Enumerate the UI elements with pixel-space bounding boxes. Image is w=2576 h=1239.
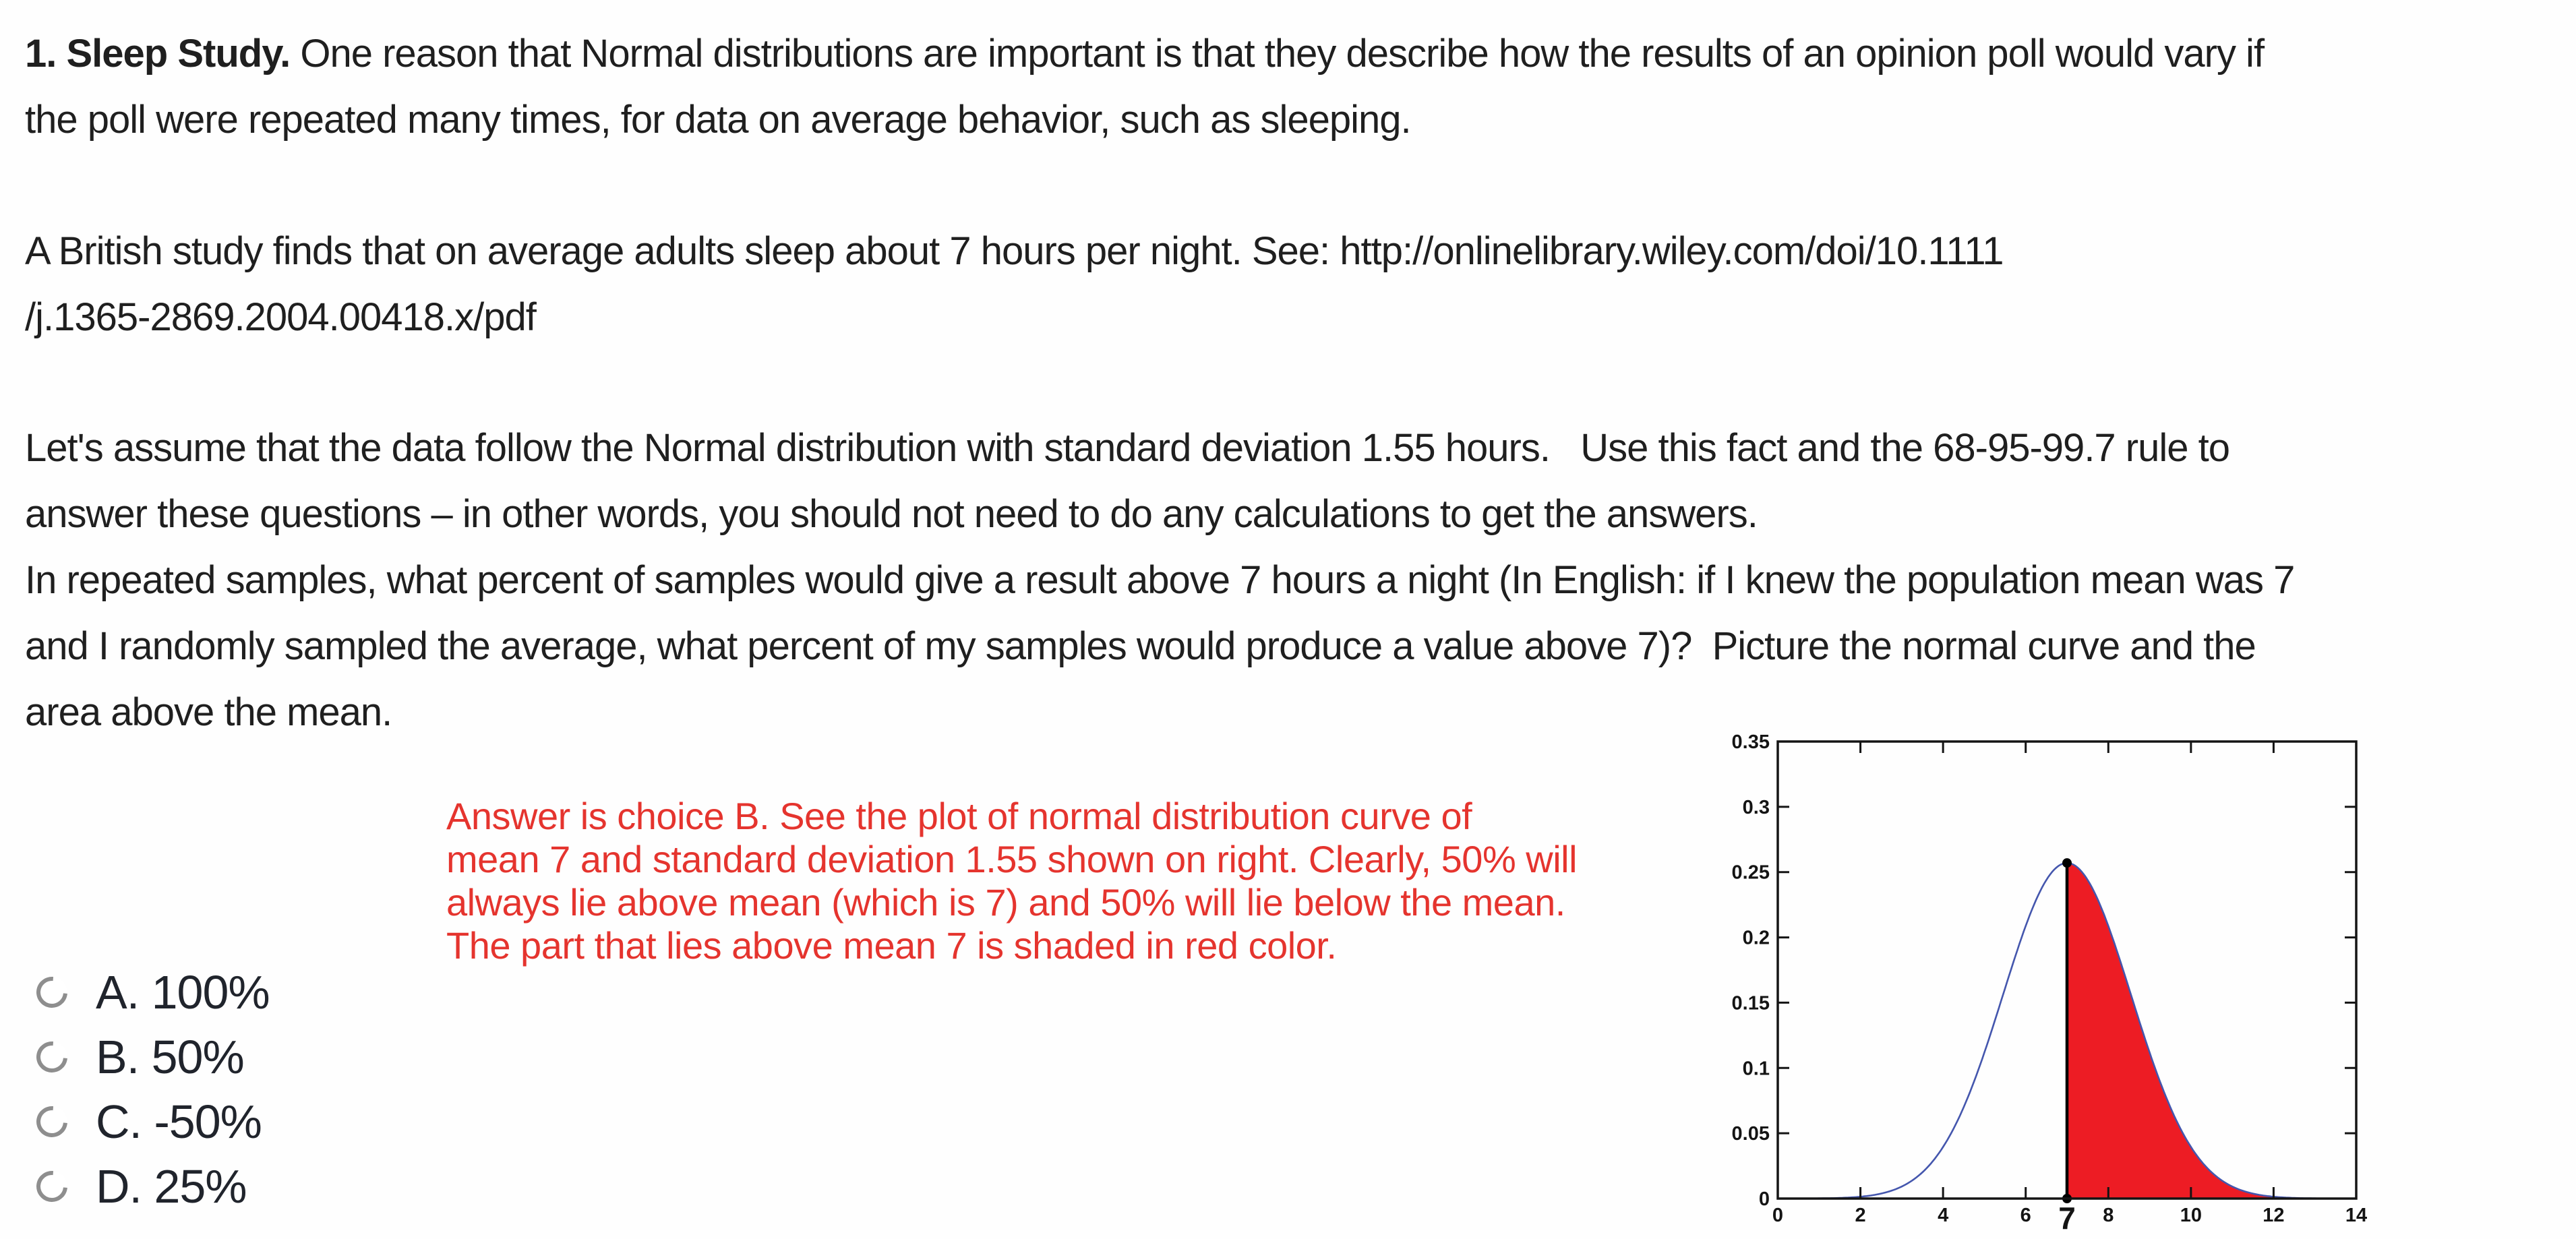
source-line-2: /j.1365-2869.2004.00418.x/pdf: [25, 295, 536, 339]
question-intro: [25, 21, 2264, 153]
answer-note-line-3: always lie above mean (which is 7) and 50% will lie below the mean.: [446, 881, 1565, 924]
source-paragraph: [25, 218, 2004, 351]
body-line-5: area above the mean.: [25, 690, 392, 734]
option-label-a: A. 100%: [96, 966, 270, 1019]
body-line-1: Let's assume that the data follow the Normal distribution with standard deviation 1.55 hours. Use this fact and the 68-95-99.7 rule to: [25, 426, 2229, 470]
answer-note-line-4: The part that lies above mean 7 is shaded in red color.: [446, 924, 1337, 967]
normal-curve-plot: [1685, 721, 2420, 1239]
y-tick-label: 0.2: [1742, 927, 1770, 949]
x-tick-label: 8: [2103, 1205, 2114, 1226]
intro-line-1: [25, 21, 2264, 87]
intro-line-2: the poll were repeated many times, for data on average behavior, such as sleeping.: [25, 98, 1411, 142]
mean-line-top-marker: [2062, 858, 2072, 868]
x-tick-label: 0: [1772, 1205, 1784, 1226]
y-tick-label: 0.35: [1731, 731, 1770, 753]
y-tick-label: 0.05: [1731, 1123, 1770, 1145]
option-label-d: D. 25%: [96, 1160, 247, 1213]
option-row-c[interactable]: [36, 1095, 262, 1149]
body-line-4: and I randomly sampled the average, what percent of my samples would produce a value above 7)? Picture the normal curve and the: [25, 624, 2256, 668]
answer-note: [446, 795, 1577, 967]
y-tick-label: 0.3: [1742, 796, 1770, 818]
intro-line-1-text: One reason that Normal distributions are important is that they describe how the results of an opinion poll would vary if: [290, 32, 2265, 75]
x-tick-label: 14: [2345, 1205, 2368, 1226]
option-label-c: C. -50%: [96, 1095, 262, 1148]
radio-option-c[interactable]: [30, 1100, 74, 1144]
option-label-b: B. 50%: [96, 1031, 244, 1083]
option-row-b[interactable]: [36, 1030, 244, 1084]
answer-note-line-1: Answer is choice B. See the plot of normal distribution curve of: [446, 795, 1472, 837]
radio-option-d[interactable]: [30, 1165, 74, 1209]
radio-option-a[interactable]: [30, 971, 74, 1015]
body-line-2: answer these questions – in other words, you should not need to do any calculations to get the answers.: [25, 492, 1758, 536]
shade-path: [2067, 863, 2335, 1199]
y-tick-label: 0.25: [1731, 862, 1770, 884]
answer-note-line-2: mean 7 and standard deviation 1.55 shown on right. Clearly, 50% will: [446, 838, 1578, 880]
radio-option-b[interactable]: [30, 1035, 74, 1079]
mean-x-label-text: 7: [2058, 1201, 2076, 1236]
body-line-3: In repeated samples, what percent of samples would give a result above 7 hours a night (In English: if I knew the population mean was 7: [25, 558, 2295, 602]
y-tick-label: 0: [1758, 1188, 1770, 1210]
y-axis-tick-labels: [1732, 731, 1770, 1210]
y-tick-label: 0.1: [1742, 1058, 1770, 1080]
x-tick-label: 10: [2180, 1205, 2202, 1226]
x-tick-label: 12: [2263, 1205, 2285, 1226]
y-tick-label: 0.15: [1731, 992, 1770, 1015]
distribution-chart: [1685, 721, 2420, 1239]
question-number-title: 1. Sleep Study.: [25, 32, 291, 75]
option-row-d[interactable]: [36, 1159, 247, 1213]
x-tick-label: 2: [1855, 1205, 1866, 1226]
source-line-1: A British study finds that on average adults sleep about 7 hours per night. See: http://onlinelibrary.wiley.com/doi/10.1111: [25, 229, 2004, 273]
option-row-a[interactable]: [36, 965, 270, 1019]
x-tick-label: 4: [1938, 1205, 1949, 1226]
mean-x-label: [2058, 1201, 2076, 1236]
shaded-area-above-mean: [2067, 863, 2335, 1199]
question-body: [25, 415, 2294, 746]
x-tick-label: 6: [2020, 1205, 2031, 1226]
